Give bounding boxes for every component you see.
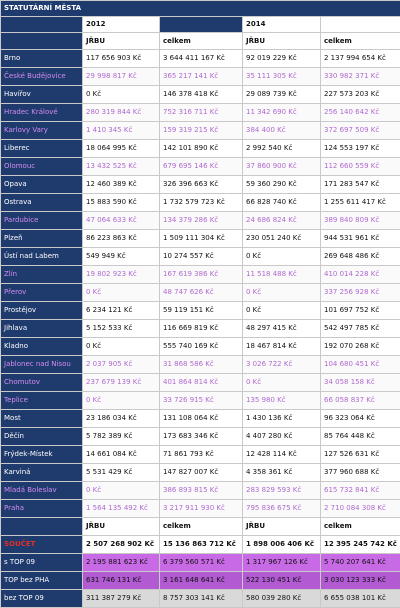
value-cell: 549 949 Kč — [83, 248, 160, 266]
value-cell: 615 732 841 Kč — [321, 482, 400, 500]
table-row — [1, 230, 400, 248]
row-label: Děčín — [1, 428, 83, 446]
value-cell: 135 980 Kč — [243, 392, 321, 410]
value-cell: 6 655 038 101 Kč — [321, 590, 400, 608]
value-cell: 59 360 290 Kč — [243, 176, 321, 194]
value-cell: 2 992 540 Kč — [243, 140, 321, 158]
value-cell: 5 531 429 Kč — [83, 464, 160, 482]
value-cell: 752 316 711 Kč — [160, 104, 243, 122]
value-cell: 3 030 123 333 Kč — [321, 572, 400, 590]
row-label: Praha — [1, 500, 83, 518]
row-label: Ústí nad Labem — [1, 248, 83, 266]
value-cell: 104 680 451 Kč — [321, 356, 400, 374]
value-cell: 326 396 663 Kč — [160, 176, 243, 194]
value-cell: 117 656 903 Kč — [83, 50, 160, 68]
value-cell: 15 136 863 712 Kč — [160, 536, 243, 554]
year-spacer — [160, 17, 243, 33]
value-cell: 142 101 890 Kč — [160, 140, 243, 158]
row-label: Havířov — [1, 86, 83, 104]
value-cell: 6 379 560 571 Kč — [160, 554, 243, 572]
row-label: Jablonec nad Nisou — [1, 356, 83, 374]
year-row — [1, 17, 400, 33]
value-cell: 0 Kč — [243, 284, 321, 302]
value-cell: 1 509 111 304 Kč — [160, 230, 243, 248]
row-label: s TOP 09 — [1, 554, 83, 572]
value-cell: 71 861 793 Kč — [160, 446, 243, 464]
top09-row — [1, 554, 400, 572]
year-spacer — [321, 17, 400, 33]
row-label: TOP bez PHA — [1, 572, 83, 590]
value-cell: 410 014 228 Kč — [321, 266, 400, 284]
value-cell: 337 256 928 Kč — [321, 284, 400, 302]
row-label: České Budějovice — [1, 68, 83, 86]
row-label: SOUČET — [1, 536, 83, 554]
table-row — [1, 410, 400, 428]
value-cell: 192 070 268 Kč — [321, 338, 400, 356]
value-cell: 124 553 197 Kč — [321, 140, 400, 158]
value-cell: 1 430 136 Kč — [243, 410, 321, 428]
value-cell: 13 432 525 Kč — [83, 158, 160, 176]
table-row — [1, 338, 400, 356]
row-label: Chomutov — [1, 374, 83, 392]
value-cell: 173 683 346 Kč — [160, 428, 243, 446]
value-cell: 0 Kč — [83, 392, 160, 410]
value-cell: 1 410 345 Kč — [83, 122, 160, 140]
value-cell: 12 395 245 742 Kč — [321, 536, 400, 554]
value-cell: 131 108 064 Kč — [160, 410, 243, 428]
value-cell: 330 982 371 Kč — [321, 68, 400, 86]
table-row — [1, 428, 400, 446]
value-cell: 11 518 488 Kč — [243, 266, 321, 284]
column-header: JŘBU — [83, 33, 160, 50]
row-label: Kladno — [1, 338, 83, 356]
table-row — [1, 374, 400, 392]
value-cell: 85 764 448 Kč — [321, 428, 400, 446]
toppha-row — [1, 572, 400, 590]
value-cell: 679 695 146 Kč — [160, 158, 243, 176]
value-cell: JŘBU — [83, 518, 160, 536]
value-cell: 5 782 389 Kč — [83, 428, 160, 446]
table-row — [1, 158, 400, 176]
value-cell: 0 Kč — [243, 374, 321, 392]
value-cell: 2 710 084 308 Kč — [321, 500, 400, 518]
row-label: Olomouc — [1, 158, 83, 176]
value-cell: 59 119 151 Kč — [160, 302, 243, 320]
value-cell: 29 089 739 Kč — [243, 86, 321, 104]
value-cell: 15 883 590 Kč — [83, 194, 160, 212]
value-cell: 24 686 824 Kč — [243, 212, 321, 230]
table-row — [1, 122, 400, 140]
row-label: Hradec Králové — [1, 104, 83, 122]
column-header-row — [1, 33, 400, 50]
row-label: Karviná — [1, 464, 83, 482]
row-label: Jihlava — [1, 320, 83, 338]
value-cell: 0 Kč — [83, 482, 160, 500]
value-cell: 8 757 303 141 Kč — [160, 590, 243, 608]
table-title: STATUTÁRNÍ MĚSTA — [1, 1, 400, 17]
value-cell: 31 868 586 Kč — [160, 356, 243, 374]
table-row — [1, 320, 400, 338]
value-cell: 29 998 817 Kč — [83, 68, 160, 86]
value-cell: 365 217 141 Kč — [160, 68, 243, 86]
column-header: celkem — [160, 33, 243, 50]
value-cell: 280 319 844 Kč — [83, 104, 160, 122]
row-label: Opava — [1, 176, 83, 194]
row-label: Mladá Boleslav — [1, 482, 83, 500]
table-row — [1, 302, 400, 320]
value-cell: 127 526 631 Kč — [321, 446, 400, 464]
table-row — [1, 248, 400, 266]
value-cell: 227 573 203 Kč — [321, 86, 400, 104]
total-row — [1, 536, 400, 554]
value-cell: 33 726 915 Kč — [160, 392, 243, 410]
value-cell: 0 Kč — [83, 86, 160, 104]
value-cell: 384 400 Kč — [243, 122, 321, 140]
value-cell: 167 619 386 Kč — [160, 266, 243, 284]
value-cell: 5 152 533 Kč — [83, 320, 160, 338]
value-cell: 134 379 286 Kč — [160, 212, 243, 230]
value-cell: 283 829 593 Kč — [243, 482, 321, 500]
row-label — [1, 518, 83, 536]
value-cell: 11 342 690 Kč — [243, 104, 321, 122]
row-label: Teplice — [1, 392, 83, 410]
value-cell: 0 Kč — [83, 338, 160, 356]
table-row — [1, 194, 400, 212]
year-2014: 2014 — [243, 17, 321, 33]
value-cell: 3 026 722 Kč — [243, 356, 321, 374]
table-row — [1, 86, 400, 104]
value-cell: 101 697 752 Kč — [321, 302, 400, 320]
row-label: Ostrava — [1, 194, 83, 212]
value-cell: 2 195 881 623 Kč — [83, 554, 160, 572]
value-cell: 66 058 837 Kč — [321, 392, 400, 410]
value-cell: 92 019 229 Kč — [243, 50, 321, 68]
table-row — [1, 50, 400, 68]
table-row — [1, 392, 400, 410]
value-cell: 86 223 863 Kč — [83, 230, 160, 248]
column-header: JŘBU — [243, 33, 321, 50]
value-cell: 522 130 451 Kč — [243, 572, 321, 590]
value-cell: 147 827 007 Kč — [160, 464, 243, 482]
row-label: bez TOP 09 — [1, 590, 83, 608]
value-cell: 12 460 389 Kč — [83, 176, 160, 194]
value-cell: 0 Kč — [83, 284, 160, 302]
year-2012: 2012 — [83, 17, 160, 33]
table-row — [1, 284, 400, 302]
value-cell: 4 358 361 Kč — [243, 464, 321, 482]
value-cell: 256 140 642 Kč — [321, 104, 400, 122]
table-row — [1, 446, 400, 464]
value-cell: 34 058 158 Kč — [321, 374, 400, 392]
value-cell: 112 660 559 Kč — [321, 158, 400, 176]
value-cell: 5 740 207 641 Kč — [321, 554, 400, 572]
value-cell: 3 644 411 167 Kč — [160, 50, 243, 68]
value-cell: 1 564 135 492 Kč — [83, 500, 160, 518]
value-cell: 18 064 995 Kč — [83, 140, 160, 158]
table-row — [1, 482, 400, 500]
value-cell: 10 274 557 Kč — [160, 248, 243, 266]
value-cell: 18 467 814 Kč — [243, 338, 321, 356]
value-cell: JŘBU — [243, 518, 321, 536]
value-cell: 96 323 064 Kč — [321, 410, 400, 428]
value-cell: 555 740 169 Kč — [160, 338, 243, 356]
value-cell: 116 669 819 Kč — [160, 320, 243, 338]
summary-header-row — [1, 518, 400, 536]
value-cell: 631 746 131 Kč — [83, 572, 160, 590]
value-cell: 386 893 815 Kč — [160, 482, 243, 500]
row-label: Prostějov — [1, 302, 83, 320]
row-label: Brno — [1, 50, 83, 68]
table-row — [1, 356, 400, 374]
value-cell: 3 217 911 930 Kč — [160, 500, 243, 518]
value-cell: 372 697 509 Kč — [321, 122, 400, 140]
value-cell: 47 064 633 Kč — [83, 212, 160, 230]
value-cell: 3 161 648 641 Kč — [160, 572, 243, 590]
row-label: Frýdek-Místek — [1, 446, 83, 464]
value-cell: 1 317 967 126 Kč — [243, 554, 321, 572]
row-label: Liberec — [1, 140, 83, 158]
value-cell: 6 234 121 Kč — [83, 302, 160, 320]
value-cell: 1 255 611 417 Kč — [321, 194, 400, 212]
table-row — [1, 500, 400, 518]
value-cell: celkem — [321, 518, 400, 536]
value-cell: 401 864 814 Kč — [160, 374, 243, 392]
value-cell: 48 297 415 Kč — [243, 320, 321, 338]
value-cell: 311 387 279 Kč — [83, 590, 160, 608]
value-cell: 35 111 305 Kč — [243, 68, 321, 86]
value-cell: 37 860 900 Kč — [243, 158, 321, 176]
column-header: celkem — [321, 33, 400, 50]
value-cell: 1 898 006 406 Kč — [243, 536, 321, 554]
value-cell: 146 378 418 Kč — [160, 86, 243, 104]
value-cell: 159 319 215 Kč — [160, 122, 243, 140]
table-row — [1, 212, 400, 230]
value-cell: 23 186 034 Kč — [83, 410, 160, 428]
value-cell: 66 828 740 Kč — [243, 194, 321, 212]
value-cell: 269 648 486 Kč — [321, 248, 400, 266]
value-cell: 795 836 675 Kč — [243, 500, 321, 518]
value-cell: 542 497 785 Kč — [321, 320, 400, 338]
value-cell: 0 Kč — [243, 248, 321, 266]
value-cell: celkem — [160, 518, 243, 536]
row-label: Karlovy Vary — [1, 122, 83, 140]
column-header-blank — [1, 33, 83, 50]
year-row-blank — [1, 17, 83, 33]
value-cell: 48 747 626 Kč — [160, 284, 243, 302]
table-row — [1, 68, 400, 86]
value-cell: 2 507 268 902 Kč — [83, 536, 160, 554]
table-row — [1, 104, 400, 122]
row-label: Přerov — [1, 284, 83, 302]
row-label: Most — [1, 410, 83, 428]
value-cell: 944 531 961 Kč — [321, 230, 400, 248]
value-cell: 389 840 809 Kč — [321, 212, 400, 230]
beztop-row — [1, 590, 400, 608]
row-label: Pardubice — [1, 212, 83, 230]
table-title-row — [1, 1, 400, 17]
value-cell: 19 802 923 Kč — [83, 266, 160, 284]
table-row — [1, 266, 400, 284]
value-cell: 12 428 114 Kč — [243, 446, 321, 464]
table-row — [1, 176, 400, 194]
value-cell: 1 732 579 723 Kč — [160, 194, 243, 212]
value-cell: 2 037 905 Kč — [83, 356, 160, 374]
row-label: Zlín — [1, 266, 83, 284]
value-cell: 4 407 280 Kč — [243, 428, 321, 446]
value-cell: 14 661 084 Kč — [83, 446, 160, 464]
table-row — [1, 140, 400, 158]
value-cell: 237 679 139 Kč — [83, 374, 160, 392]
value-cell: 0 Kč — [243, 302, 321, 320]
row-label: Plzeň — [1, 230, 83, 248]
value-cell: 377 960 688 Kč — [321, 464, 400, 482]
value-cell: 2 137 994 654 Kč — [321, 50, 400, 68]
value-cell: 580 039 280 Kč — [243, 590, 321, 608]
table-row — [1, 464, 400, 482]
value-cell: 230 051 240 Kč — [243, 230, 321, 248]
value-cell: 171 283 547 Kč — [321, 176, 400, 194]
